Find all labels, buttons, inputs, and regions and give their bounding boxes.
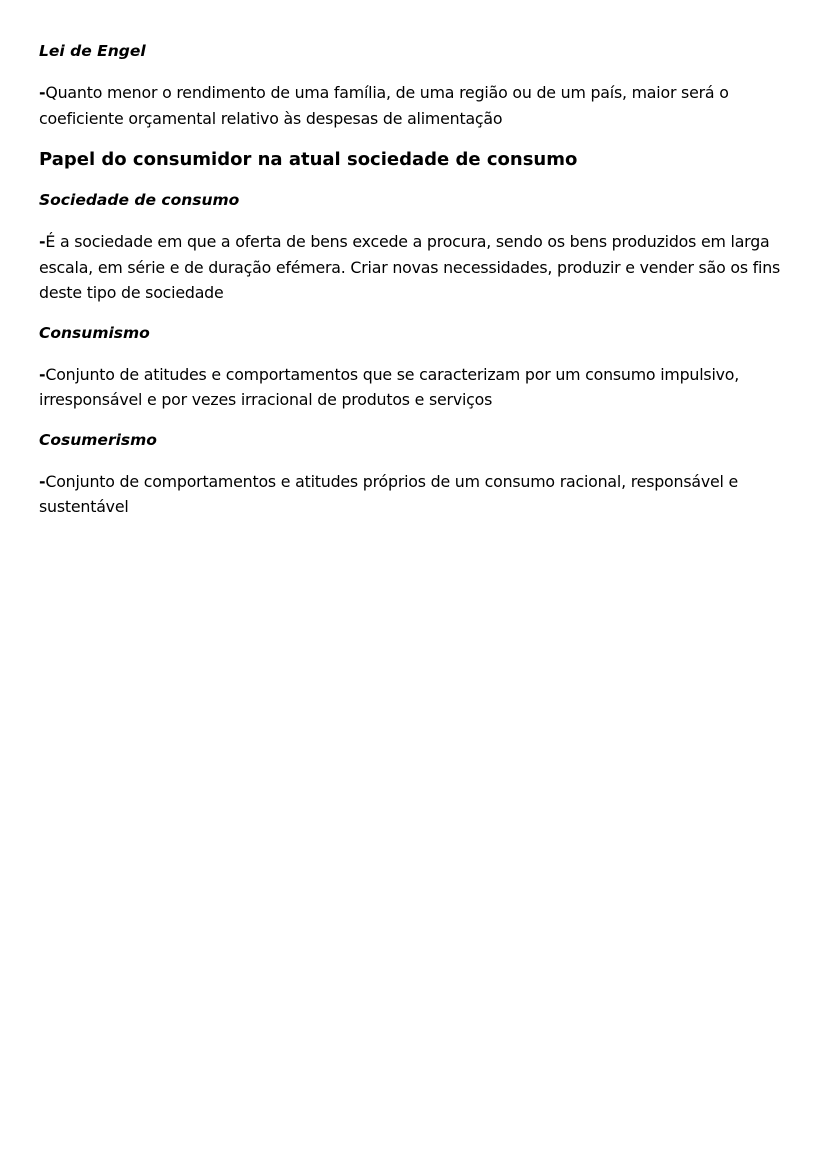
definition-text: É a sociedade em que a oferta de bens excede a procura, sendo os bens produzidos em larga escala, em série e de duração efémera. Criar novas necessidades, produzir e vender são os fins deste tipo de sociedade	[39, 232, 781, 302]
definition-dash: -	[39, 471, 46, 491]
definition-dash: -	[39, 232, 46, 251]
definition-text: Conjunto de comportamentos e atitudes próprios de um consumo racional, responsável e sustentável	[39, 471, 739, 516]
definition-consumismo	[39, 362, 788, 413]
section-title: Papel do consumidor na atual sociedade de consumo	[39, 149, 578, 170]
term-lei-de-engel: Lei de Engel	[39, 42, 146, 60]
term-sociedade-de-consumo: Sociedade de consumo	[39, 191, 240, 209]
definition-cosumerismo	[39, 469, 788, 520]
definition-lei-de-engel	[39, 80, 788, 131]
definition-dash: -	[39, 364, 46, 384]
definition-sociedade-de-consumo	[39, 229, 788, 306]
definition-text: Quanto menor o rendimento de uma família, de uma região ou de um país, maior será o coeficiente orçamental relativo às despesas de alimentação	[39, 83, 729, 128]
definition-text: Conjunto de atitudes e comportamentos que se caracterizam por um consumo impulsivo, irresponsável e por vezes irracional de produtos e serviços	[39, 364, 740, 409]
term-cosumerismo: Cosumerismo	[39, 430, 157, 449]
definition-dash: -	[39, 83, 46, 102]
term-consumismo: Consumismo	[39, 323, 150, 342]
